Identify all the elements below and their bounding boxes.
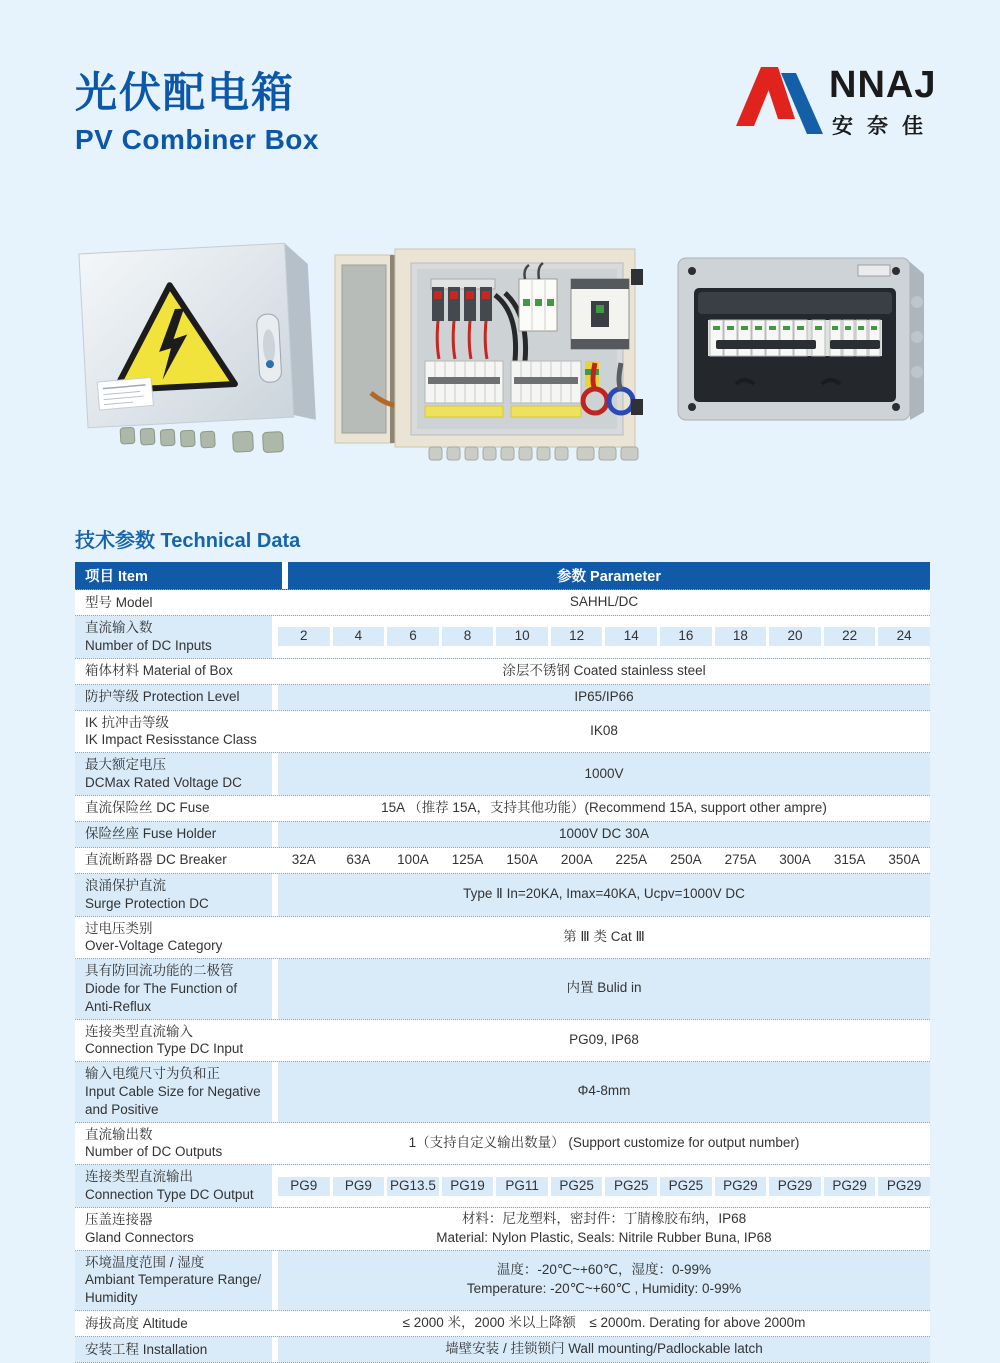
table-row-connection-dc-input <box>75 1020 930 1063</box>
row-item-label: IK 抗冲击等级 <box>85 714 170 730</box>
row-value: 第 Ⅲ 类 Cat Ⅲ <box>563 928 645 944</box>
value-cell: 22 <box>824 627 876 646</box>
value-cell: PG29 <box>715 1177 767 1196</box>
value-cell: PG25 <box>660 1177 712 1196</box>
value-cell: PG11 <box>496 1177 548 1196</box>
row-item-label: 直流输出数 <box>85 1126 153 1142</box>
row-item-label: DCMax Rated Voltage DC <box>85 775 242 791</box>
section-heading: 技术参数 Technical Data <box>75 530 301 552</box>
row-value: 涂层不锈钢 Coated stainless steel <box>502 662 706 678</box>
row-item-label: 浪涌保护直流 <box>85 877 166 893</box>
value-cell: 315A <box>824 851 876 870</box>
row-item-label: and Positive <box>85 1101 159 1117</box>
value-cell: 63A <box>333 851 385 870</box>
logo-mark-icon <box>733 64 825 136</box>
row-value: SAHHL/DC <box>569 594 639 610</box>
technical-data-section <box>75 524 930 1363</box>
row-value: 15A （推荐 15A，支持其他功能）(Recommend 15A, support other ampre) <box>381 799 827 815</box>
table-row-altitude <box>75 1311 930 1337</box>
value-cell: 32A <box>278 851 330 870</box>
value-cell: 18 <box>715 627 767 646</box>
row-item-label: Surge Protection DC <box>85 895 209 911</box>
row-item-label: 输入电缆尺寸为负和正 <box>85 1066 220 1082</box>
cable-glands <box>120 420 283 460</box>
row-item-label: 压盖连接器 <box>85 1211 153 1227</box>
value-cell: 125A <box>442 851 494 870</box>
value-cell: PG13.5 <box>387 1177 439 1196</box>
value-cell: 4 <box>333 627 385 646</box>
row-item-label: Diode for The Function of <box>85 980 238 996</box>
row-item-label: 连接类型直流输入 <box>85 1023 193 1039</box>
logo-text: NNAJ <box>829 64 937 106</box>
row-item-label: 保险丝座 Fuse Holder <box>85 826 217 842</box>
row-item-label: Connection Type DC Input <box>85 1041 244 1057</box>
product-photo-din-enclosure <box>672 252 930 430</box>
model-label <box>858 265 890 276</box>
table-row-dc-inputs <box>75 616 930 659</box>
value-cell: 24 <box>878 627 930 646</box>
row-value: 材料：尼龙塑料，密封件：丁腈橡胶布纳，IP68 <box>461 1210 747 1226</box>
product-label-sticker <box>97 377 153 410</box>
row-item-label: 海拔高度 Altitude <box>85 1315 188 1331</box>
value-cell: 300A <box>769 851 821 870</box>
row-item-label: Number of DC Outputs <box>85 1144 223 1160</box>
row-value: Material: Nylon Plastic, Seals: Nitrile Rubber Buna, IP68 <box>436 1229 772 1245</box>
value-cell: 10 <box>496 627 548 646</box>
row-value: Temperature: -20℃~+60℃ , Humidity: 0-99% <box>466 1281 742 1297</box>
value-cell: 14 <box>605 627 657 646</box>
value-cell: PG29 <box>824 1177 876 1196</box>
cable-glands <box>429 447 638 460</box>
value-cell: 225A <box>605 851 657 870</box>
row-item-label: 防护等级 Protection Level <box>85 689 240 705</box>
table-row-anti-reflux-diode <box>75 959 930 1019</box>
row-value: 内置 Bulid in <box>566 980 642 996</box>
main-dc-breaker <box>571 279 629 349</box>
door-handle <box>256 314 282 383</box>
value-cell: PG9 <box>278 1177 330 1196</box>
value-cell: 8 <box>442 627 494 646</box>
row-item-label: 直流输入数 <box>85 620 153 635</box>
logo-subtext: 安奈佳 <box>832 115 937 138</box>
value-cell: 150A <box>496 851 548 870</box>
label-strip <box>425 406 503 417</box>
row-value: ≤ 2000 米，2000 米以上降额 ≤ 2000m. Derating for above 2000m <box>402 1315 806 1331</box>
value-cell: 275A <box>715 851 767 870</box>
row-value: 墙壁安装 / 挂锁锁闩 Wall mounting/Padlockable latch <box>445 1341 763 1357</box>
row-value: Φ4-8mm <box>577 1083 631 1099</box>
row-value: Type Ⅱ In=20KA, Imax=40KA, Ucpv=1000V DC <box>463 886 745 902</box>
table-row-gland-connectors <box>75 1208 930 1251</box>
technical-data-table <box>75 562 930 1363</box>
table-header-parameter: 参数 Parameter <box>557 569 661 585</box>
table-row-ambient-temperature <box>75 1251 930 1311</box>
table-row-model <box>75 590 930 616</box>
row-item-label: Connection Type DC Output <box>85 1187 254 1203</box>
value-cell: 250A <box>660 851 712 870</box>
row-item-label: 最大额定电压 <box>85 757 166 773</box>
row-item-label: Number of DC Inputs <box>85 637 212 653</box>
transparent-window <box>694 288 896 402</box>
value-cell: PG19 <box>442 1177 494 1196</box>
page-title-block <box>75 70 319 156</box>
value-cell: PG29 <box>878 1177 930 1196</box>
table-row-installation <box>75 1337 930 1363</box>
table-row-dc-breaker <box>75 848 930 874</box>
table-header-item: 项目 Item <box>85 569 148 585</box>
row-value: IP65/IP66 <box>574 688 634 704</box>
value-cell: 350A <box>878 851 930 870</box>
row-value: PG09, IP68 <box>569 1031 639 1047</box>
value-cell: 200A <box>551 851 603 870</box>
product-photo-open-box <box>333 243 645 461</box>
row-value: 温度：-20℃~+60℃，湿度：0-99% <box>496 1262 712 1278</box>
row-value: 1000V <box>584 765 624 781</box>
row-value: 1000V DC 30A <box>558 825 650 841</box>
table-row-connection-dc-output <box>75 1165 930 1208</box>
value-cell: 2 <box>278 627 330 646</box>
table-row-protection-level <box>75 685 930 711</box>
product-photo-closed-box <box>70 228 322 468</box>
row-item-label: Ambiant Temperature Range/ <box>85 1272 262 1288</box>
page-title-en: PV Combiner Box <box>75 124 319 156</box>
row-value: 1（支持自定义输出数量） (Support customize for output number) <box>408 1134 800 1150</box>
table-header-row <box>75 562 930 590</box>
value-cell: PG9 <box>333 1177 385 1196</box>
row-item-label: 箱体材料 Material of Box <box>85 663 233 679</box>
row-item-label: Gland Connectors <box>85 1229 194 1245</box>
row-item-label: 安装工程 Installation <box>85 1341 208 1357</box>
value-cell: 6 <box>387 627 439 646</box>
row-item-label: 具有防回流功能的二极管 <box>85 963 234 979</box>
din-breaker-row <box>425 361 581 417</box>
value-cell: 12 <box>551 627 603 646</box>
value-cell: 100A <box>387 851 439 870</box>
row-item-label: Humidity <box>85 1290 138 1306</box>
table-row-dc-fuse <box>75 796 930 822</box>
table-row-overvoltage-category <box>75 917 930 960</box>
row-item-label: IK Impact Resisstance Class <box>85 732 257 748</box>
row-item-label: Anti-Reflux <box>85 998 152 1014</box>
table-row-surge-protection <box>75 874 930 917</box>
value-cell: 20 <box>769 627 821 646</box>
table-row-fuse-holder <box>75 822 930 848</box>
table-row-max-voltage <box>75 753 930 796</box>
row-item-label: Over-Voltage Category <box>85 938 223 954</box>
table-row-ik-class <box>75 711 930 754</box>
row-item-label: 直流保险丝 DC Fuse <box>85 800 210 816</box>
row-item-label: 连接类型直流输出 <box>85 1169 193 1185</box>
value-cell: 16 <box>660 627 712 646</box>
value-cell: PG29 <box>769 1177 821 1196</box>
value-cell: PG25 <box>605 1177 657 1196</box>
row-item-label: Input Cable Size for Negative <box>85 1084 261 1099</box>
row-item-label: 型号 Model <box>85 594 153 610</box>
row-item-label: 过电压类别 <box>85 920 153 936</box>
row-item-label: 直流断路器 DC Breaker <box>85 852 227 868</box>
row-item-label: 环境温度范围 / 湿度 <box>85 1254 205 1270</box>
label-strip <box>511 406 581 417</box>
row-value: IK08 <box>590 722 618 738</box>
company-logo <box>733 64 937 140</box>
table-row-input-cable-size <box>75 1062 930 1122</box>
table-row-material <box>75 659 930 685</box>
table-row-dc-outputs <box>75 1123 930 1166</box>
page-title-zh: 光伏配电箱 <box>75 69 296 116</box>
value-cell: PG25 <box>551 1177 603 1196</box>
